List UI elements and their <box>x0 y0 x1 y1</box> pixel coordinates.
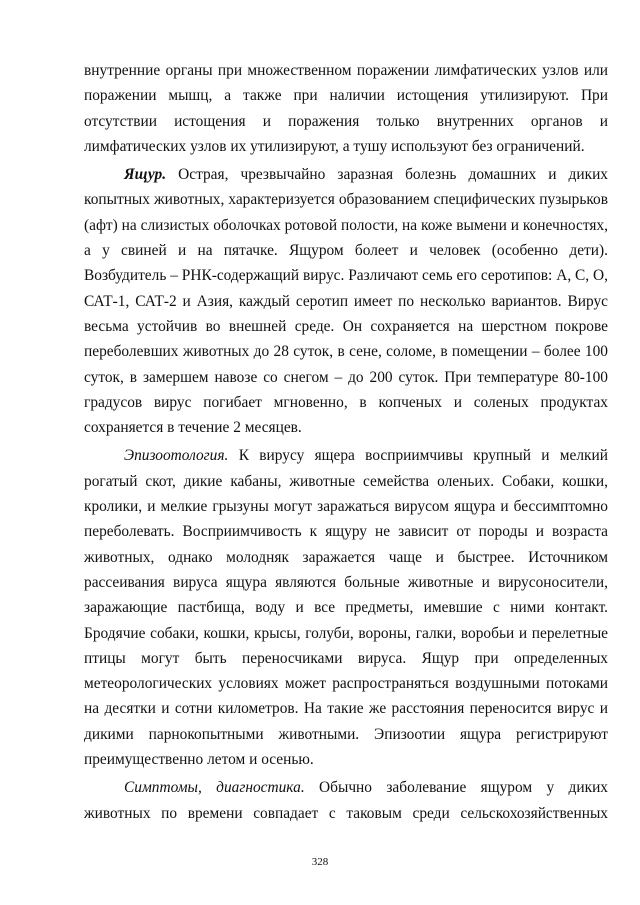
text-line: Бродячие собаки, кошки, крысы, голуби, вороны, галки, воробьи и перелетные <box>84 624 608 642</box>
text-line: Возбудитель – РНК-содержащий вирус. Различают семь его серотипов: А, С, О, <box>84 267 608 285</box>
text-line: заражающие пастбища, воду и все предметы, имевшие с ними контакт. <box>84 599 608 617</box>
text-line: САТ-1, САТ-2 и Азия, каждый серотип имеет по несколько вариантов. Вирус <box>84 292 608 310</box>
text-line-first <box>84 162 608 187</box>
text-line: суток, в замершем навозе со снегом – до 200 суток. При температуре 80-100 <box>84 368 608 386</box>
text-line: птицы могут быть переносчиками вируса. Ящур при определенных <box>84 649 608 667</box>
text-run: Острая, чрезвычайно заразная болезнь домашних и диких <box>166 166 608 184</box>
text-line: копытных животных, характеризуется образованием специфических пузырьков <box>84 191 608 209</box>
text-line: дикими парнокопытными животными. Эпизоотии ящура регистрируют <box>84 725 608 743</box>
text-line: отсутствии истощения и поражения только внутренних органов и <box>84 112 608 130</box>
text-line: (афт) на слизистых оболочках ротовой полости, на коже вымени и конечностях, <box>84 216 608 234</box>
text-run: К вирусу ящера восприимчивы крупный и мелкий <box>228 447 608 465</box>
text-line: лимфатических узлов их утилизируют, а тушу используют без ограничений. <box>84 137 585 155</box>
text-line: переболевших животных до 28 суток, в сене, соломе, в помещении – более 100 <box>84 343 608 361</box>
paragraph-carcass-utilization <box>84 58 608 159</box>
text-line: а у свиней и на пятачке. Ящуром болеет и человек (особенно дети). <box>84 242 608 260</box>
text-line: метеорологических условиях может распространяться воздушными потоками <box>84 675 608 693</box>
text-line: на десятки и сотни километров. На такие же расстояния переносится вирус и <box>84 700 608 718</box>
text-line: кролики, и мелкие грызуны могут заражаться вирусом ящура и бессимптомно <box>84 498 608 516</box>
text-line: внутренние органы при множественном поражении лимфатических узлов или <box>84 62 608 79</box>
text-line: переболевать. Восприимчивость к ящуру не зависит от породы и возраста <box>84 523 608 541</box>
text-line: преимущественно летом и осенью. <box>84 751 314 769</box>
paragraph-epizootology <box>84 443 608 772</box>
section-heading-fmd: Ящур. <box>124 166 167 184</box>
document-page <box>84 58 608 826</box>
text-line-first <box>84 443 608 468</box>
text-line: рассеивания вируса ящура являются больные животные и вирусоносители, <box>84 573 608 591</box>
text-line: сохраняется в течение 2 месяцев. <box>84 419 302 437</box>
text-run: Обычно заболевание ящуром у диких <box>304 779 608 797</box>
section-heading-symptoms: Симптомы, диагностика. <box>124 779 305 797</box>
text-line: весьма устойчив во внешней среде. Он сохраняется на шерстном покрове <box>84 317 608 335</box>
text-line: животных, однако молодняк заражается чаще и быстрее. Источником <box>84 548 608 566</box>
text-line: животных по времени совпадает с таковым среди сельскохозяйственных <box>84 804 608 822</box>
paragraph-symptoms <box>84 775 608 826</box>
text-line: градусов вирус погибает мгновенно, в копченых и соленых продуктах <box>84 393 608 411</box>
page-number: 328 <box>311 856 329 868</box>
text-line: рогатый скот, дикие кабаны, животные семейства оленьих. Собаки, кошки, <box>84 472 608 490</box>
text-line: поражении мышц, а также при наличии истощения утилизируют. При <box>84 87 608 105</box>
section-heading-epizootology: Эпизоотология. <box>124 447 229 465</box>
text-line-first <box>84 775 608 800</box>
paragraph-foot-and-mouth <box>84 162 608 440</box>
